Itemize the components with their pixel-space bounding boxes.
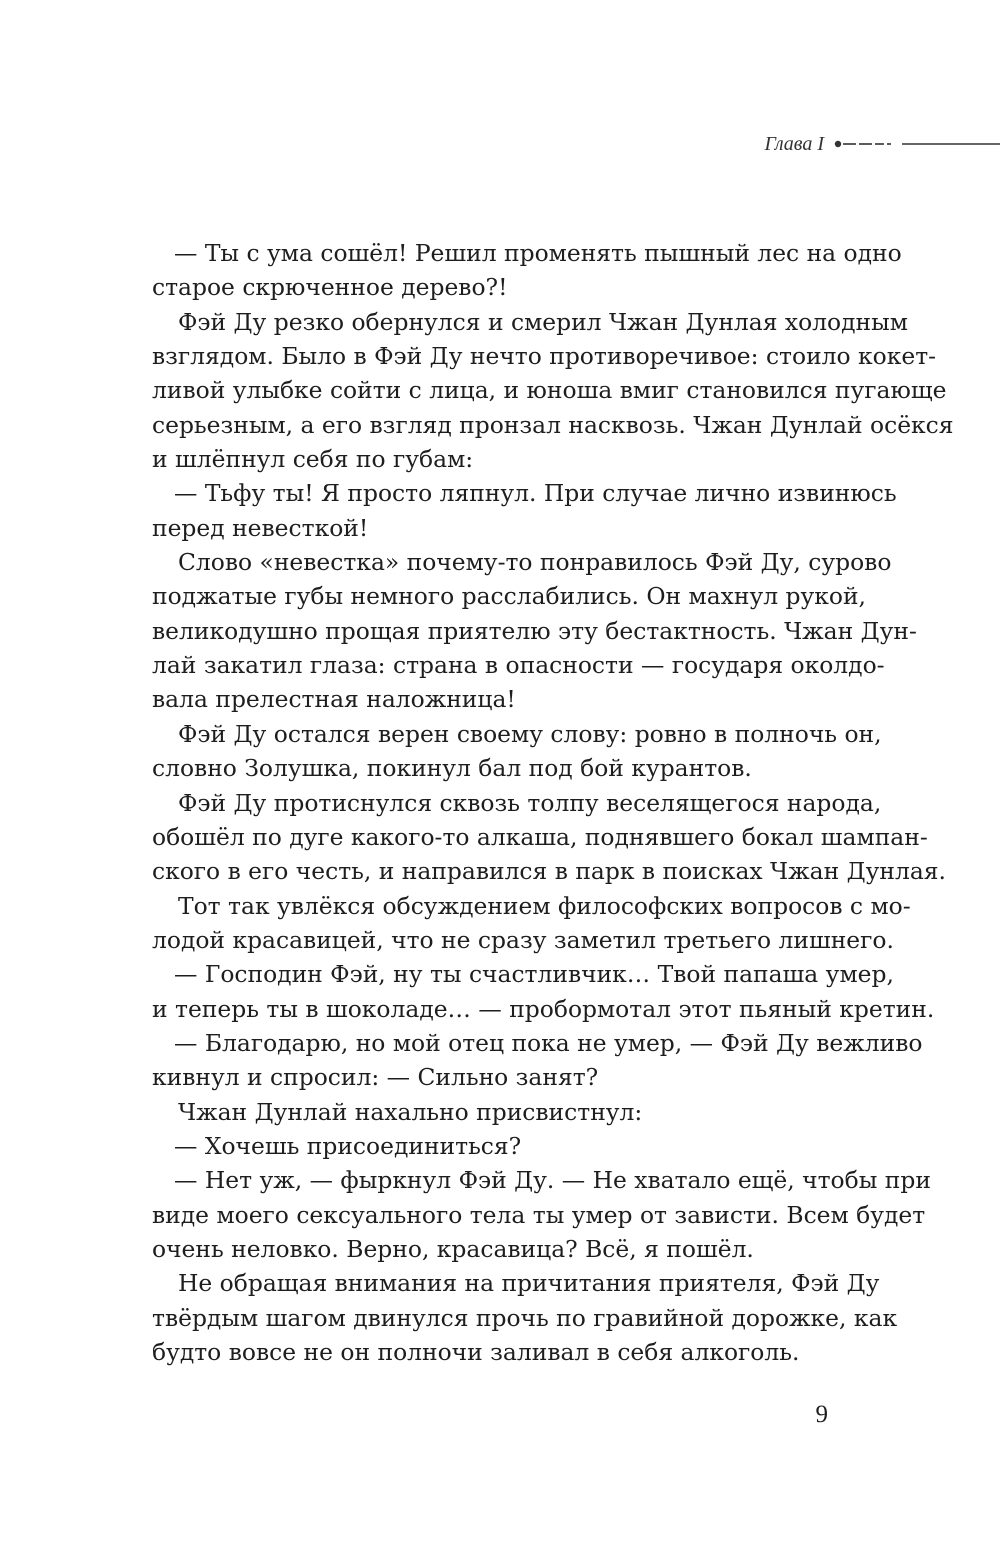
page-number: 9: [815, 1401, 828, 1428]
text-line: — Господин Фэй, ну ты счастливчик… Твой папаша умер,: [174, 960, 894, 989]
text-line: вала прелестная наложница!: [152, 685, 516, 714]
text-line: серьезным, а его взгляд пронзал насквозь. Чжан Дунлай осёкся: [152, 410, 954, 439]
text-line: словно Золушка, покинул бал под бой курантов.: [152, 754, 752, 783]
ornament-rule-icon: [834, 132, 1000, 156]
body-text: [152, 236, 954, 1369]
text-line: Чжан Дунлай нахально присвистнул:: [178, 1097, 643, 1126]
text-line: — Тьфу ты! Я просто ляпнул. При случае лично извинюсь: [174, 479, 897, 508]
text-line: Фэй Ду резко обернулся и смерил Чжан Дунлая холодным: [178, 307, 908, 336]
text-line: лодой красавицей, что не сразу заметил третьего лишнего.: [152, 925, 894, 954]
text-line: очень неловко. Верно, красавица? Всё, я пошёл.: [152, 1234, 754, 1263]
text-line: Фэй Ду протиснулся сквозь толпу веселящегося народа,: [178, 788, 882, 817]
text-line: ского в его честь, и направился в парк в поисках Чжан Дунлая.: [152, 857, 946, 886]
text-line: и теперь ты в шоколаде… — пробормотал этот пьяный кретин.: [152, 994, 935, 1023]
text-line: Слово «невестка» почему-то понравилось Фэй Ду, сурово: [178, 548, 892, 577]
text-line: — Нет уж, — фыркнул Фэй Ду. — Не хватало ещё, чтобы при: [174, 1166, 931, 1195]
text-line: Не обращая внимания на причитания приятеля, Фэй Ду: [178, 1269, 880, 1298]
text-line: обошёл по дуге какого-то алкаша, поднявшего бокал шампан-: [152, 822, 928, 851]
text-line: кивнул и спросил: — Сильно занят?: [152, 1063, 599, 1092]
text-line: и шлёпнул себя по губам:: [152, 445, 474, 474]
text-line: поджатые губы немного расслабились. Он махнул рукой,: [152, 582, 866, 611]
text-line: Фэй Ду остался верен своему слову: ровно в полночь он,: [178, 719, 882, 748]
text-line: взглядом. Было в Фэй Ду нечто противоречивое: стоило кокет-: [152, 342, 937, 371]
text-line: — Хочешь присоединиться?: [174, 1131, 522, 1160]
running-head: [700, 132, 1000, 156]
text-line: великодушно прощая приятелю эту бестактность. Чжан Дун-: [152, 616, 917, 645]
text-line: будто вовсе не он полночи заливал в себя алкоголь.: [152, 1338, 800, 1366]
text-line: ливой улыбке сойти с лица, и юноша вмиг становился пугающе: [152, 376, 947, 405]
chapter-label: Глава I: [764, 133, 824, 155]
text-line: виде моего сексуального тела ты умер от зависти. Всем будет: [152, 1200, 926, 1229]
text-line: — Ты с ума сошёл! Решил променять пышный лес на одно: [174, 239, 902, 267]
text-line: Тот так увлёкся обсуждением философских вопросов с мо-: [178, 891, 911, 920]
text-line: перед невесткой!: [152, 513, 369, 542]
text-line: старое скрюченное дерево?!: [152, 273, 508, 302]
text-line: — Благодарю, но мой отец пока не умер, — Фэй Ду вежливо: [174, 1028, 923, 1057]
text-line: твёрдым шагом двинулся прочь по гравийной дорожке, как: [152, 1303, 898, 1332]
text-line: лай закатил глаза: страна в опасности — государя околдо-: [152, 651, 885, 680]
